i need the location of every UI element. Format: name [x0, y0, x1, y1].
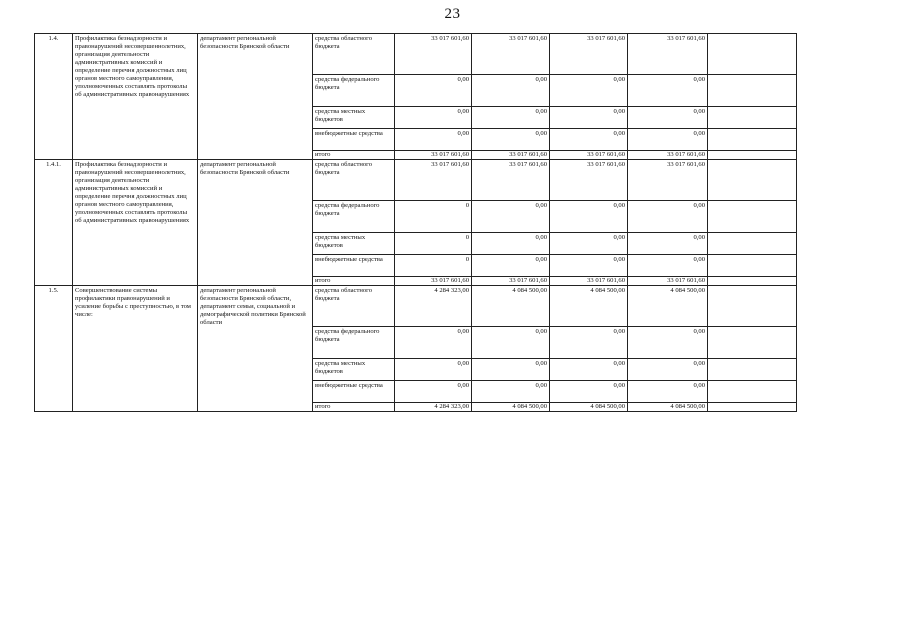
amount-cell: 33 017 601,60	[472, 277, 550, 286]
amount-cell: 0	[395, 233, 472, 255]
amount-cell: 0,00	[550, 359, 628, 381]
amount-cell: 0,00	[395, 381, 472, 403]
amount-cell: 0,00	[628, 75, 708, 107]
amount-cell: 0,00	[395, 107, 472, 129]
amount-cell: 0,00	[550, 107, 628, 129]
amount-cell: 0,00	[550, 129, 628, 151]
amount-cell: 0,00	[472, 255, 550, 277]
amount-cell: 0,00	[472, 107, 550, 129]
amount-cell: 0	[395, 255, 472, 277]
empty-cell	[708, 201, 797, 233]
amount-cell: 0,00	[550, 233, 628, 255]
amount-cell: 33 017 601,60	[628, 277, 708, 286]
amount-cell: 0,00	[628, 359, 708, 381]
item-name: Профилактика безнадзорности и правонарушений несовершеннолетних, организация деятельности административных комиссий и определение перечня должностных лиц органов местного самоуправления, уполномоченных составлять протоколы об административных правонарушениях	[73, 34, 198, 160]
amount-cell: 0,00	[472, 75, 550, 107]
amount-cell: 0,00	[472, 381, 550, 403]
amount-cell: 4 084 500,00	[472, 286, 550, 327]
amount-cell: 0,00	[628, 327, 708, 359]
empty-cell	[708, 107, 797, 129]
empty-cell	[708, 327, 797, 359]
table-row	[35, 34, 797, 75]
empty-cell	[708, 129, 797, 151]
amount-cell: 33 017 601,60	[472, 34, 550, 75]
funding-source: средства областного бюджета	[313, 34, 395, 75]
amount-cell: 4 084 500,00	[628, 403, 708, 412]
empty-cell	[708, 255, 797, 277]
amount-cell: 33 017 601,60	[550, 151, 628, 160]
amount-cell: 4 084 500,00	[550, 403, 628, 412]
amount-cell: 33 017 601,60	[395, 151, 472, 160]
item-name: Профилактика безнадзорности и правонарушений несовершеннолетних, организация деятельности административных комиссий и определение перечня должностных лиц органов местного самоуправления, уполномоченных составлять протоколы об административных правонарушениях	[73, 160, 198, 286]
funding-source: итого	[313, 277, 395, 286]
empty-cell	[708, 277, 797, 286]
budget-table	[34, 33, 797, 412]
funding-source: средства федерального бюджета	[313, 75, 395, 107]
item-executor: департамент региональной безопасности Брянской области, департамент семьи, социальной и демографической политики Брянской области	[198, 286, 313, 412]
amount-cell: 0,00	[550, 201, 628, 233]
amount-cell: 0,00	[472, 129, 550, 151]
amount-cell: 33 017 601,60	[472, 151, 550, 160]
amount-cell: 33 017 601,60	[472, 160, 550, 201]
amount-cell: 0	[395, 201, 472, 233]
amount-cell: 0,00	[628, 381, 708, 403]
funding-source: внебюджетные средства	[313, 381, 395, 403]
amount-cell: 0,00	[628, 233, 708, 255]
funding-source: средства федерального бюджета	[313, 327, 395, 359]
empty-cell	[708, 34, 797, 75]
amount-cell: 33 017 601,60	[550, 34, 628, 75]
item-executor: департамент региональной безопасности Брянской области	[198, 160, 313, 286]
amount-cell: 0,00	[550, 75, 628, 107]
amount-cell: 0,00	[628, 107, 708, 129]
amount-cell: 4 284 323,00	[395, 403, 472, 412]
funding-source: средства местных бюджетов	[313, 359, 395, 381]
amount-cell: 0,00	[395, 75, 472, 107]
funding-source: средства местных бюджетов	[313, 233, 395, 255]
amount-cell: 33 017 601,60	[628, 151, 708, 160]
amount-cell: 33 017 601,60	[395, 160, 472, 201]
empty-cell	[708, 160, 797, 201]
empty-cell	[708, 233, 797, 255]
amount-cell: 0,00	[472, 327, 550, 359]
amount-cell: 4 284 323,00	[395, 286, 472, 327]
amount-cell: 33 017 601,60	[628, 160, 708, 201]
amount-cell: 33 017 601,60	[628, 34, 708, 75]
item-number: 1.4.	[35, 34, 73, 160]
amount-cell: 0,00	[395, 129, 472, 151]
amount-cell: 33 017 601,60	[550, 160, 628, 201]
amount-cell: 0,00	[395, 327, 472, 359]
table-row	[35, 286, 797, 327]
empty-cell	[708, 151, 797, 160]
empty-cell	[708, 286, 797, 327]
amount-cell: 33 017 601,60	[395, 277, 472, 286]
amount-cell: 0,00	[628, 255, 708, 277]
amount-cell: 4 084 500,00	[472, 403, 550, 412]
amount-cell: 4 084 500,00	[628, 286, 708, 327]
funding-source: итого	[313, 151, 395, 160]
empty-cell	[708, 403, 797, 412]
funding-source: внебюджетные средства	[313, 129, 395, 151]
item-name: Совершенствование системы профилактики правонарушений и усиление борьбы с преступностью, в том числе:	[73, 286, 198, 412]
funding-source: средства федерального бюджета	[313, 201, 395, 233]
amount-cell: 0,00	[472, 201, 550, 233]
amount-cell: 0,00	[395, 359, 472, 381]
item-number: 1.5.	[35, 286, 73, 412]
table-row	[35, 160, 797, 201]
funding-source: внебюджетные средства	[313, 255, 395, 277]
item-executor: департамент региональной безопасности Брянской области	[198, 34, 313, 160]
amount-cell: 0,00	[550, 381, 628, 403]
amount-cell: 4 084 500,00	[550, 286, 628, 327]
amount-cell: 0,00	[628, 129, 708, 151]
amount-cell: 0,00	[550, 255, 628, 277]
amount-cell: 0,00	[550, 327, 628, 359]
funding-source: средства областного бюджета	[313, 286, 395, 327]
item-number: 1.4.1.	[35, 160, 73, 286]
funding-source: итого	[313, 403, 395, 412]
amount-cell: 33 017 601,60	[550, 277, 628, 286]
amount-cell: 0,00	[472, 359, 550, 381]
amount-cell: 0,00	[472, 233, 550, 255]
empty-cell	[708, 381, 797, 403]
funding-source: средства областного бюджета	[313, 160, 395, 201]
empty-cell	[708, 359, 797, 381]
amount-cell: 33 017 601,60	[395, 34, 472, 75]
empty-cell	[708, 75, 797, 107]
amount-cell: 0,00	[628, 201, 708, 233]
page-number: 23	[444, 6, 461, 22]
funding-source: средства местных бюджетов	[313, 107, 395, 129]
